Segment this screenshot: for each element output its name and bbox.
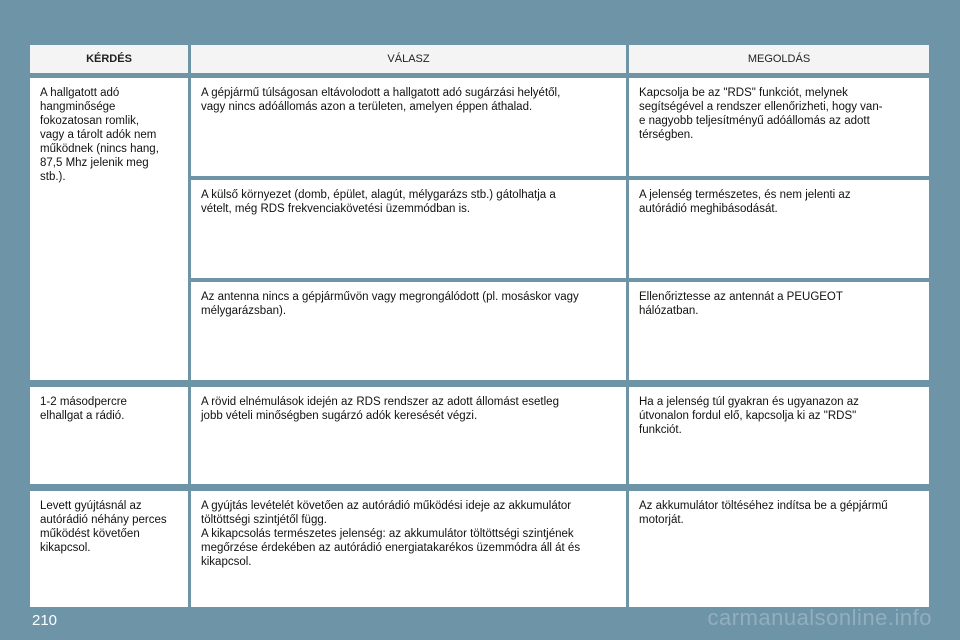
question-cell — [30, 387, 188, 484]
answer-text: A rövid elnémulások idején az RDS rendszer az adott állomást esetleg jobb vételi minőségben sugárzó adók keresését végzi. — [201, 396, 559, 422]
answer-cell — [191, 387, 626, 484]
solution-text: Kapcsolja be az "RDS" funkciót, melynek segítségével a rendszer ellenőrizheti, hogy van- e nagyobb teljesítményű adóállomás az adott térségben. — [639, 87, 883, 141]
header-answer: VÁLASZ — [191, 45, 626, 73]
answer-cell — [191, 491, 626, 607]
solution-cell — [629, 180, 929, 278]
answer-cell — [191, 282, 626, 380]
question-cell — [30, 78, 188, 380]
header-solution: MEGOLDÁS — [629, 45, 929, 73]
answer-cell — [191, 180, 626, 278]
page-number: 210 — [32, 612, 58, 629]
answer-cell — [191, 78, 626, 176]
question-text: A hallgatott adó hangminősége fokozatosan romlik, vagy a tárolt adók nem működnek (nincs hang, 87,5 Mhz jelenik meg stb.). — [40, 87, 159, 183]
question-cell — [30, 491, 188, 607]
header-question: KÉRDÉS — [30, 45, 188, 73]
question-text: Levett gyújtásnál az autórádió néhány perces működést követően kikapcsol. — [40, 500, 167, 554]
solution-text: Az akkumulátor töltéséhez indítsa be a gépjármű motorját. — [639, 500, 888, 526]
solution-text: Ha a jelenség túl gyakran és ugyanazon az útvonalon fordul elő, kapcsolja ki az "RDS" funkciót. — [639, 396, 859, 436]
answer-text: A gyújtás levételét követően az autórádió működési ideje az akkumulátor töltöttségi szintjétől függ. A kikapcsolás természetes jelenség: az akkumulátor töltöttségi szintjének megőrzése érdekében az autórádió energiatakarékos üzemmódra áll át és kikapcsol. — [201, 500, 581, 568]
answer-text: Az antenna nincs a gépjárművön vagy megrongálódott (pl. mosáskor vagy mélygarázsban). — [201, 291, 579, 317]
watermark: carmanualsonline.info — [707, 605, 932, 630]
answer-text: A külső környezet (domb, épület, alagút, mélygarázs stb.) gátolhatja a vételt, még RDS frekvenciakövetési üzemmódban is. — [201, 189, 556, 215]
solution-text: Ellenőriztesse az antennát a PEUGEOT hálózatban. — [639, 291, 843, 317]
answer-text: A gépjármű túlságosan eltávolodott a hallgatott adó sugárzási helyétől, vagy nincs adóállomás azon a területen, amelyen éppen áthalad. — [201, 87, 561, 113]
solution-cell — [629, 78, 929, 176]
solution-cell — [629, 282, 929, 380]
solution-cell — [629, 491, 929, 607]
solution-cell — [629, 387, 929, 484]
question-text: 1-2 másodpercre elhallgat a rádió. — [40, 396, 127, 422]
solution-text: A jelenség természetes, és nem jelenti az autórádió meghibásodását. — [639, 189, 851, 215]
